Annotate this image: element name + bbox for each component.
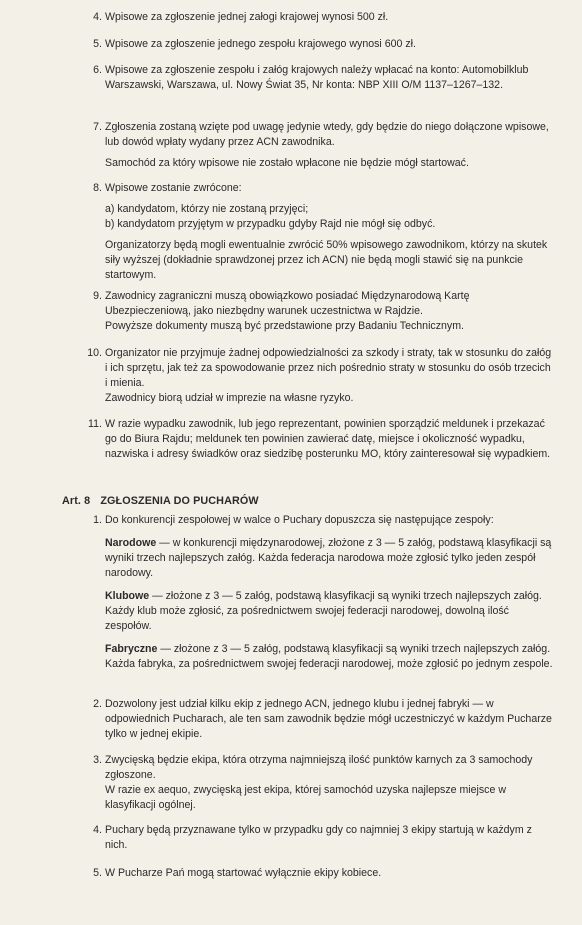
team-text: — złożone z 3 — 5 załóg, podstawą klasyfikacji są wyniki trzech najlepszych załóg. Każda fabryka, za pośrednictwem swojej federacji narodowej, może zgłosić po jednym zespole. bbox=[105, 643, 553, 670]
item-number: 6. bbox=[93, 64, 102, 76]
item-text: Wpisowe za zgłoszenie jednego zespołu krajowego wynosi 600 zł. bbox=[105, 38, 416, 50]
item-text: Organizatorzy będą mogli ewentualnie zwrócić 50% wpisowego zawodnikom, którzy na skutek siły wyższej (dokładnie sprawdzonej przez ich ACN) nie będą mogli stawić się na punkcie startowym. bbox=[105, 239, 548, 281]
item-text: Wpisowe zostanie zwrócone: bbox=[105, 182, 242, 194]
item-number: 10. bbox=[87, 347, 102, 359]
item-text: b) kandydatom przyjętym w przypadku gdyby Rajd nie mógł się odbyć. bbox=[105, 218, 436, 230]
item-9 bbox=[84, 289, 554, 334]
item-text: W Pucharze Pań mogą startować wyłącznie ekipy kobiece. bbox=[105, 867, 382, 879]
team-text: — w konkurencji międzynarodowej, złożone z 3 — 5 załóg, podstawą klasyfikacji są wyniki trzech najlepszych załóg. Każda federacja narodowa może zgłosić tylko jeden zespół narodowy. bbox=[105, 537, 552, 579]
cup-item-5 bbox=[84, 866, 554, 881]
article-heading bbox=[62, 494, 259, 509]
item-text: Dozwolony jest udział kilku ekip z jednego ACN, jednego klubu i jednej fabryki — w odpowiednich Pucharach, ale ten sam zawodnik będzie mógł uczestniczyć w każdym Pucharze tylko w jednej ekipie. bbox=[105, 698, 552, 740]
item-11 bbox=[84, 417, 554, 462]
item-text: Wpisowe za zgłoszenie zespołu i załóg krajowych należy wpłacać na konto: Automobilklub Warszawski, Warszawa, ul. Nowy Świat 35, Nr konta: NBP XIII O/M 1137–1267–132. bbox=[105, 64, 529, 91]
team-narodowe bbox=[105, 536, 554, 581]
team-klubowe bbox=[105, 589, 554, 634]
item-number: 11. bbox=[88, 418, 102, 430]
cup-item-1 bbox=[84, 513, 554, 672]
item-10 bbox=[84, 346, 554, 406]
item-text: W razie wypadku zawodnik, lub jego reprezentant, powinien sporządzić meldunek i przekazać go do Biura Rajdu; meldunek ten powinien zawierać datę, miejsce i okoliczność wypadku, nazwiska i adresy świadków oraz siedzibę posterunku MO, który zainteresował się wypadkiem. bbox=[105, 418, 551, 460]
cup-item-2 bbox=[84, 697, 554, 742]
item-number: 3. bbox=[93, 754, 102, 766]
item-number: 7. bbox=[93, 121, 102, 133]
item-5 bbox=[84, 37, 554, 52]
item-number: 4. bbox=[93, 824, 102, 836]
cup-item-4 bbox=[84, 823, 554, 853]
item-number: 4. bbox=[93, 11, 102, 23]
article-title: ZGŁOSZENIA DO PUCHARÓW bbox=[100, 495, 259, 507]
item-text: Samochód za który wpisowe nie zostało wpłacone nie będzie mógł startować. bbox=[105, 157, 469, 169]
item-number: 5. bbox=[93, 38, 102, 50]
item-number: 9. bbox=[93, 290, 102, 302]
team-fabryczne bbox=[105, 642, 554, 672]
item-text: Zawodnicy biorą udział w imprezie na własne ryzyko. bbox=[105, 392, 354, 404]
item-text: a) kandydatom, którzy nie zostaną przyjęci; bbox=[105, 203, 309, 215]
item-7 bbox=[84, 120, 554, 171]
item-text: Organizator nie przyjmuje żadnej odpowiedzialności za szkody i straty, tak w stosunku do załóg i ich sprzętu, jak też za spowodowanie przez nich pośrednio straty w stosunku do osób trzecich i mienia. bbox=[105, 347, 552, 389]
item-number: 5. bbox=[93, 867, 102, 879]
item-text: W razie ex aequo, zwycięską jest ekipa, której samochód uzyska najlepsze miejsce w klasyfikacji ogólnej. bbox=[105, 784, 506, 811]
item-text: Wpisowe za zgłoszenie jednej załogi krajowej wynosi 500 zł. bbox=[105, 11, 389, 23]
item-6 bbox=[84, 63, 554, 93]
item-text: Do konkurencji zespołowej w walce o Puchary dopuszcza się następujące zespoły: bbox=[105, 514, 494, 526]
item-4 bbox=[84, 10, 554, 25]
item-text: Puchary będą przyznawane tylko w przypadku gdy co najmniej 3 ekipy startują w każdym z nich. bbox=[105, 824, 532, 851]
article-label: Art. 8 bbox=[62, 495, 91, 507]
item-number: 8. bbox=[93, 182, 102, 194]
cup-item-3 bbox=[84, 753, 554, 813]
team-name: Klubowe bbox=[105, 590, 150, 602]
team-name: Fabryczne bbox=[105, 643, 158, 655]
item-text: Powyższe dokumenty muszą być przedstawione przy Badaniu Technicznym. bbox=[105, 320, 464, 332]
item-text: Zwycięską będzie ekipa, która otrzyma najmniejszą ilość punktów karnych za 3 samochody zgłoszone. bbox=[105, 754, 533, 781]
item-8 bbox=[84, 181, 554, 283]
item-number: 2. bbox=[93, 698, 102, 710]
item-text: Zawodnicy zagraniczni muszą obowiązkowo posiadać Międzynarodową Kartę Ubezpieczeniową, jako niezbędny warunek uczestnictwa w Rajdzie. bbox=[105, 290, 470, 317]
item-number: 1. bbox=[93, 514, 102, 526]
team-text: — złożone z 3 — 5 załóg, podstawą klasyfikacji są wyniki trzech najlepszych załóg. Każdy klub może zgłosić, za pośrednictwem swojej federacji narodowej, dowolną ilość zespołów. bbox=[105, 590, 542, 632]
team-name: Narodowe bbox=[105, 537, 157, 549]
item-text: Zgłoszenia zostaną wzięte pod uwagę jedynie wtedy, gdy będzie do niego dołączone wpisowe, lub dowód wpłaty wydany przez ACN zawodnika. bbox=[105, 121, 549, 148]
